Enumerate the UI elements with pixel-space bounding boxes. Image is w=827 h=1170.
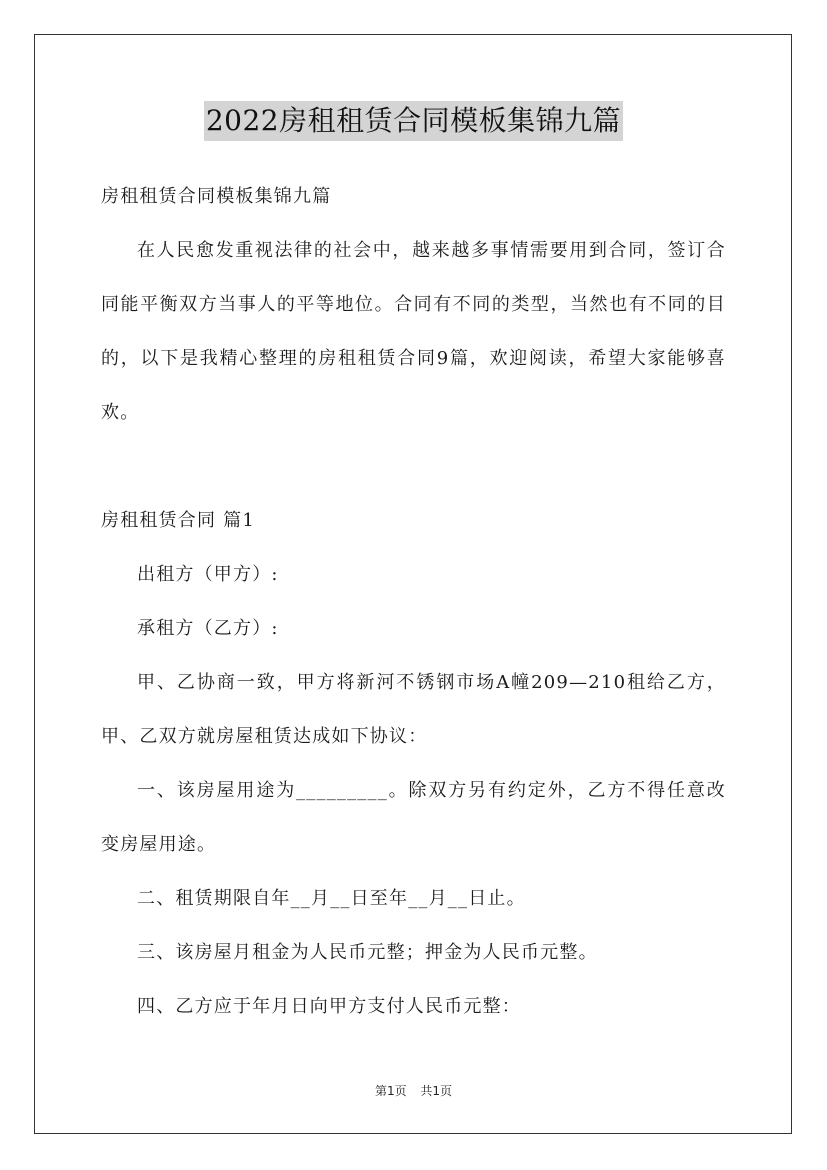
document-subtitle: 房租租赁合同模板集锦九篇 (101, 186, 332, 207)
clause-1: 一、该房屋用途为_________。除双方另有约定外，乙方不得任意改变房屋用途。 (101, 780, 726, 855)
section-spacer (101, 440, 726, 494)
paragraph-agreement: 甲、乙协商一致，甲方将新河不锈钢市场A幢209—210租给乙方，甲、乙双方就房屋租赁达成如下协议： (101, 672, 726, 747)
document-title: 2022房租租赁合同模板集锦九篇 (204, 101, 623, 141)
paragraph-lessee: 承租方（乙方）: (137, 618, 279, 639)
page-number: 第1页 (374, 1084, 407, 1098)
intro-paragraph: 在人民愈发重视法律的社会中，越来越多事情需要用到合同，签订合同能平衡双方当事人的平等地位。合同有不同的类型，当然也有不同的目的，以下是我精心整理的房租租赁合同9篇，欢迎阅读，希望大家能够喜欢。 (101, 240, 726, 423)
clause-2: 二、租赁期限自年__月__日至年__月__日止。 (137, 888, 526, 909)
paragraph-lessor: 出租方（甲方）: (137, 564, 279, 585)
document-body (101, 170, 726, 1034)
page-total: 共1页 (420, 1084, 453, 1098)
clause-3: 三、该房屋月租金为人民币元整；押金为人民币元整。 (137, 942, 598, 963)
page-footer (0, 1081, 827, 1101)
clause-4: 四、乙方应于年月日向甲方支付人民币元整： (137, 996, 521, 1017)
title-wrap (0, 101, 827, 141)
section-heading: 房租租赁合同 篇1 (101, 510, 255, 531)
